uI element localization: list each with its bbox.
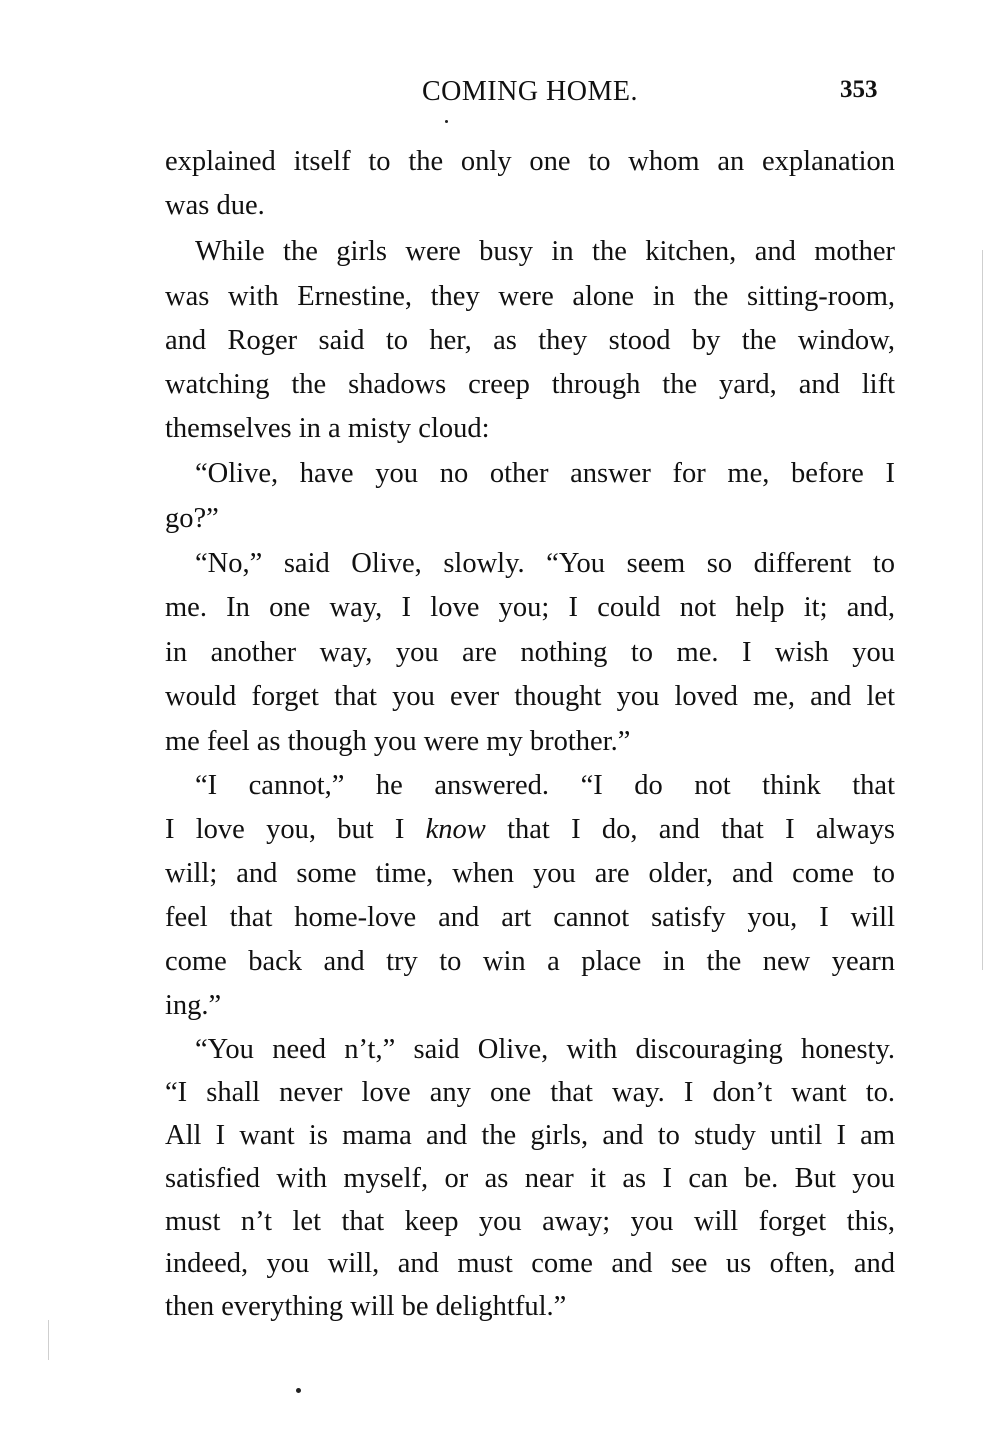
emphasized-word: know [425, 814, 486, 845]
text-line: explained itself to the only one to whom an explanation [165, 146, 895, 177]
text-line: indeed, you will, and must come and see us often, and [165, 1248, 895, 1279]
text-line: All I want is mama and the girls, and to study until I am [165, 1120, 895, 1151]
text-line: themselves in a misty cloud: [165, 413, 490, 444]
ink-speck [445, 120, 448, 123]
text-line: come back and try to win a place in the new yearn [165, 946, 895, 977]
text-line: me feel as though you were my brother.” [165, 726, 631, 757]
text-line: “No,” said Olive, slowly. “You seem so different to [195, 548, 895, 579]
text-line: was with Ernestine, they were alone in the sitting-room, [165, 281, 895, 312]
text-line: in another way, you are nothing to me. I wish you [165, 637, 895, 668]
running-title: COMING HOME. [422, 76, 638, 107]
text-line: “I cannot,” he answered. “I do not think that [195, 770, 895, 801]
page-number: 353 [840, 76, 878, 103]
ink-speck [296, 1388, 301, 1393]
text-line: would forget that you ever thought you loved me, and let [165, 681, 895, 712]
text-line: was due. [165, 190, 265, 221]
text-line: go?” [165, 503, 219, 534]
page-edge-shadow [982, 250, 983, 970]
text-line: must n’t let that keep you away; you will forget this, [165, 1206, 895, 1237]
text-line: ing.” [165, 990, 222, 1021]
text-line: satisfied with myself, or as near it as I can be. But you [165, 1163, 895, 1194]
text-line: me. In one way, I love you; I could not help it; and, [165, 592, 895, 623]
text-line: feel that home-love and art cannot satisfy you, I will [165, 902, 895, 933]
text-line: “I shall never love any one that way. I don’t want to. [165, 1077, 895, 1108]
text-line: watching the shadows creep through the yard, and lift [165, 369, 895, 400]
page-edge-shadow [48, 1320, 49, 1360]
text-line: While the girls were busy in the kitchen, and mother [195, 236, 895, 267]
text-line: and Roger said to her, as they stood by the window, [165, 325, 895, 356]
text-line: will; and some time, when you are older, and come to [165, 858, 895, 889]
text-line: “Olive, have you no other answer for me, before I [195, 458, 895, 489]
text-line: “You need n’t,” said Olive, with discouraging honesty. [195, 1034, 895, 1065]
text-line: then everything will be delightful.” [165, 1291, 567, 1322]
text-line: I love you, but I know that I do, and that I always [165, 814, 895, 845]
